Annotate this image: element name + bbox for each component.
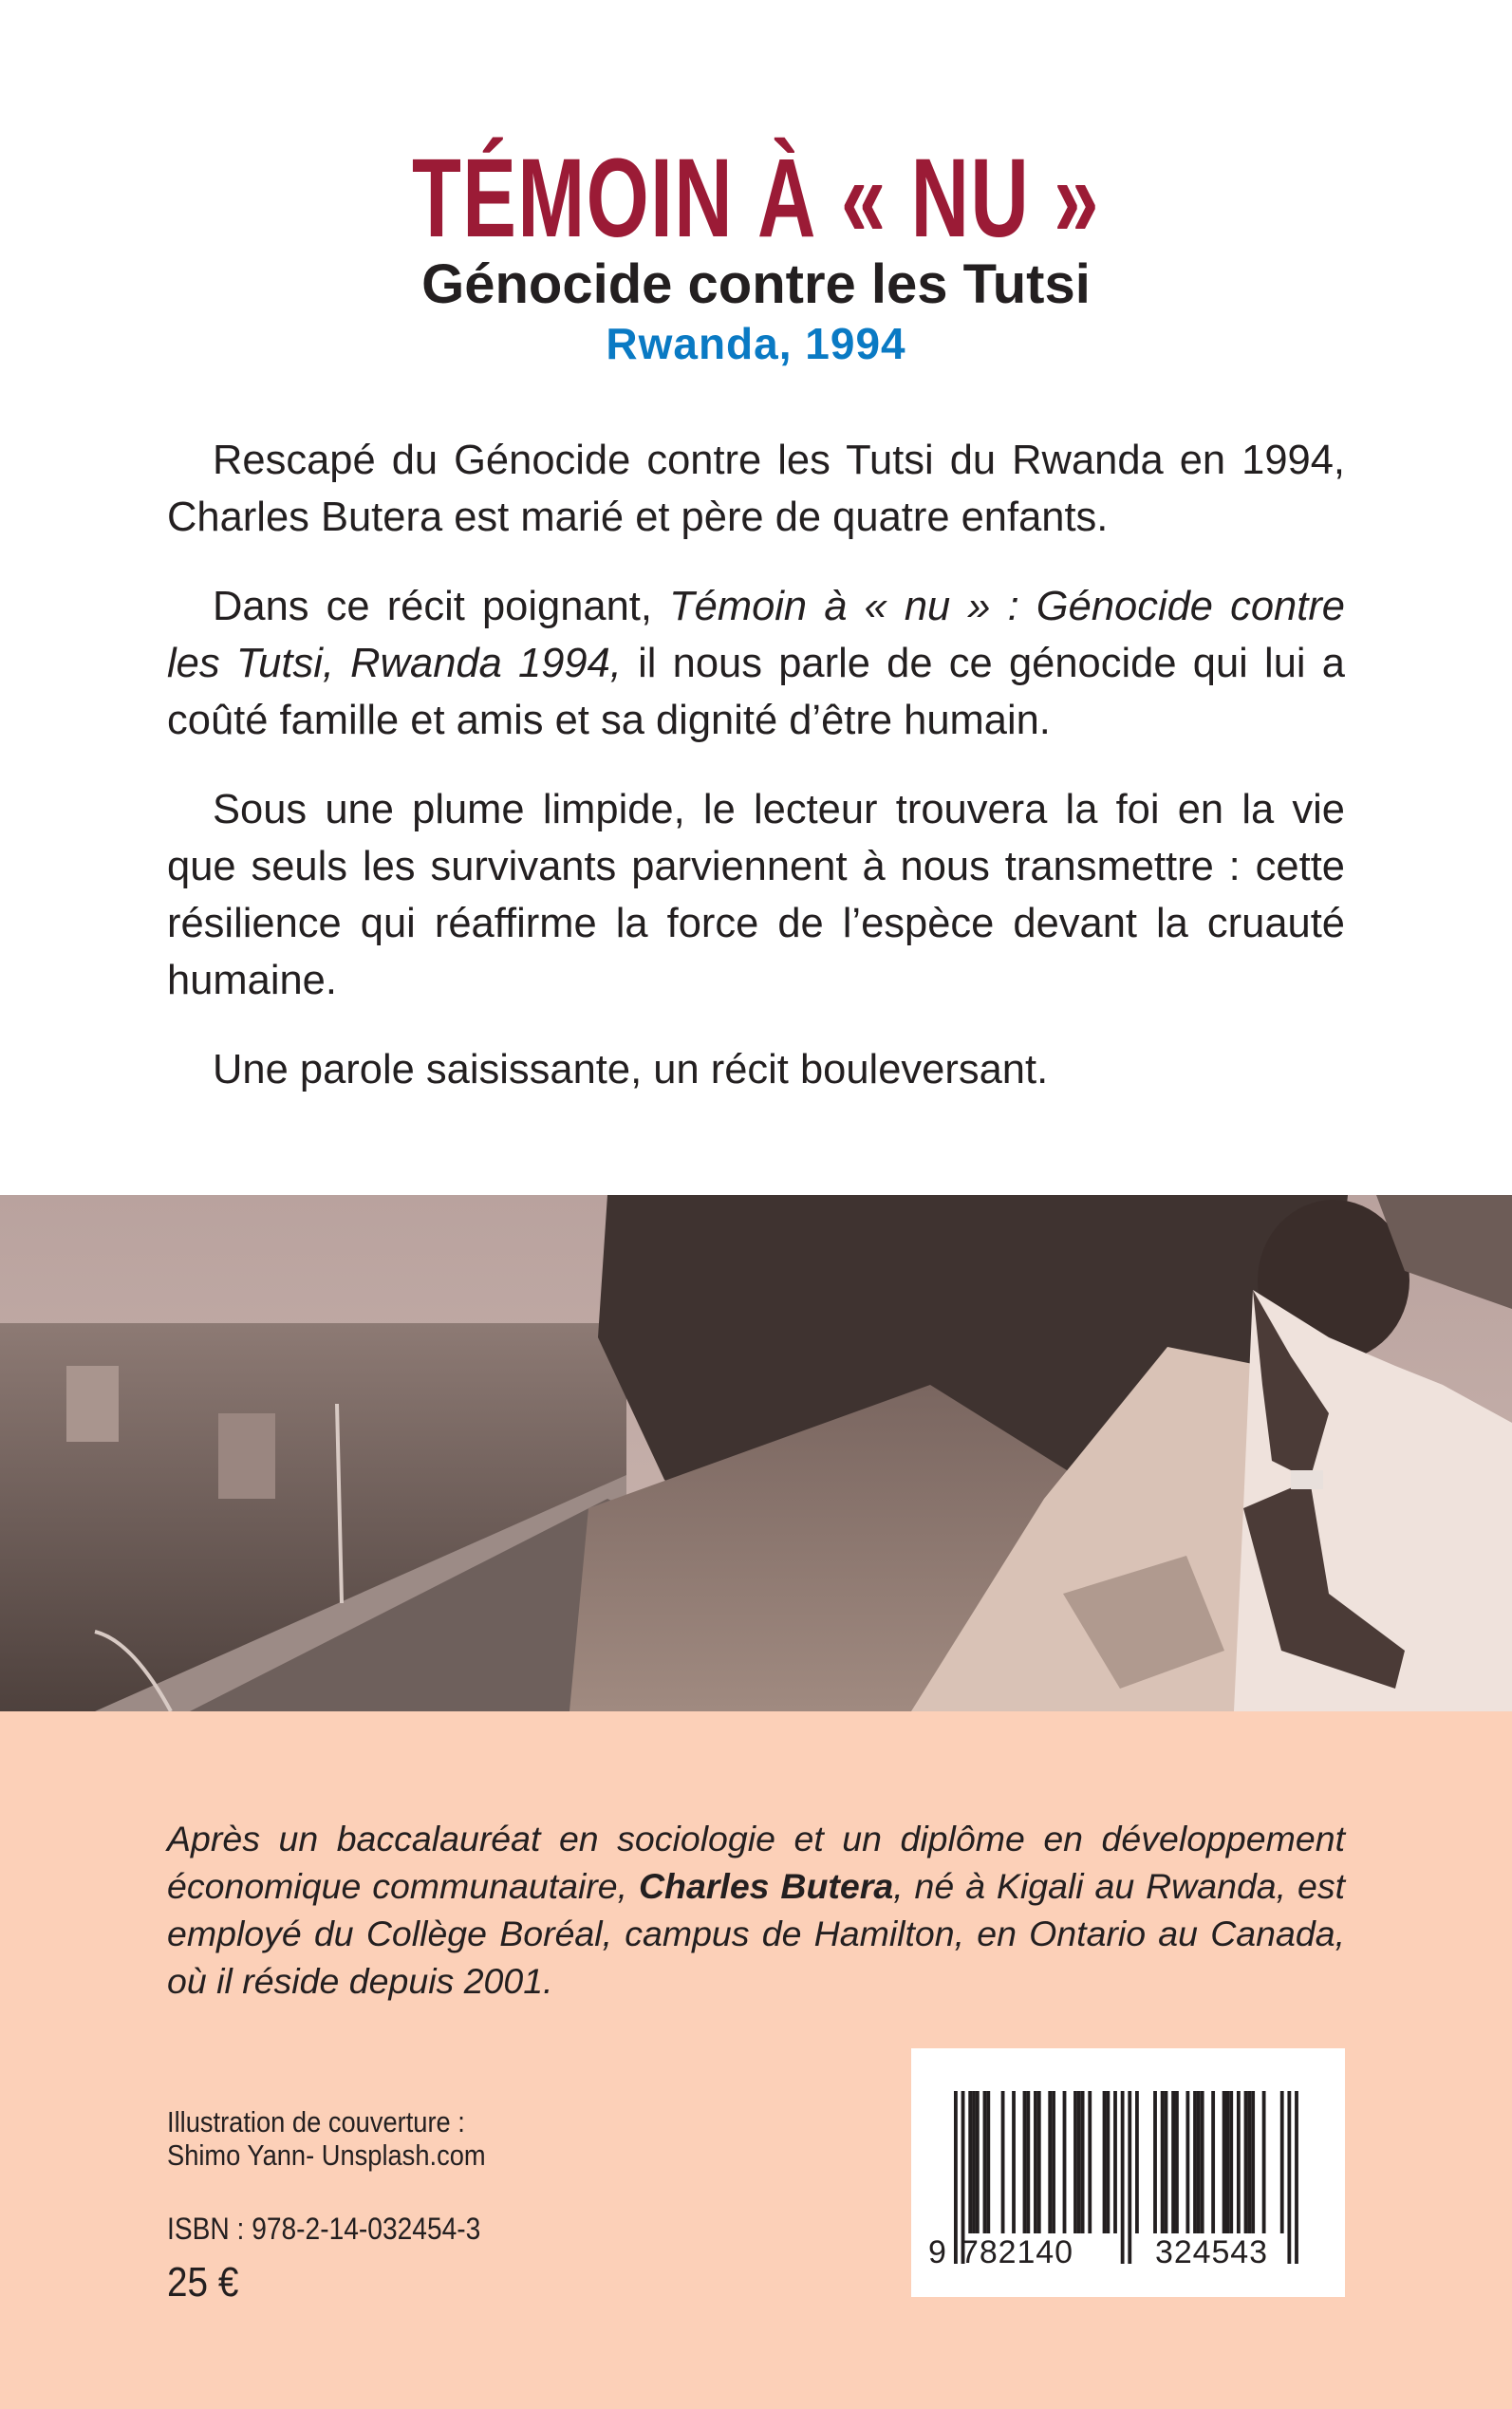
- barcode-bar: [1197, 2091, 1201, 2233]
- barcode-bar: [976, 2091, 980, 2233]
- barcode: [911, 2048, 1345, 2297]
- barcode-bar: [1023, 2091, 1027, 2233]
- barcode-bar: [1161, 2091, 1165, 2233]
- barcode-bar: [986, 2091, 990, 2233]
- blurb-title-italic: Témoin à « nu » : Génocide contre les Tutsi, Rwanda 1994,: [167, 584, 1345, 686]
- cover-photo: [0, 1195, 1512, 1711]
- barcode-bar: [983, 2091, 987, 2233]
- author-bio: [167, 1815, 1345, 2005]
- book-subtitle: Génocide contre les Tutsi: [421, 253, 1091, 315]
- book-place-year: Rwanda, 1994: [606, 319, 906, 368]
- barcode-bar: [1034, 2091, 1037, 2233]
- barcode-bar: [972, 2091, 976, 2233]
- barcode-bar: [1287, 2091, 1291, 2264]
- barcode-right-digits: 324543: [1155, 2234, 1267, 2270]
- barcode-bar: [1211, 2091, 1215, 2233]
- author-name: Charles Butera: [638, 1866, 894, 1906]
- barcode-bar: [1262, 2091, 1266, 2233]
- price: 25 €: [167, 2259, 239, 2306]
- barcode-left-digits: 782140: [961, 2234, 1073, 2270]
- barcode-bar: [1073, 2091, 1077, 2233]
- barcode-bar: [1295, 2091, 1298, 2264]
- barcode-bar: [1077, 2091, 1081, 2233]
- barcode-bar: [1081, 2091, 1085, 2233]
- cover-credits: [167, 2105, 486, 2172]
- blurb: [167, 432, 1345, 1130]
- barcode-bar: [1001, 2091, 1005, 2233]
- isbn: ISBN : 978-2-14-032454-3: [167, 2212, 481, 2246]
- barcode-bar: [954, 2091, 958, 2264]
- barcode-bar: [1193, 2091, 1197, 2233]
- blurb-paragraph-4: Une parole saisissante, un récit bouleversant.: [213, 1047, 1049, 1092]
- blurb-text: il nous parle de ce génocide qui lui a coûté famille et amis et sa dignité d’être humain.: [167, 641, 1345, 743]
- barcode-bar: [1106, 2091, 1110, 2233]
- barcode-bar: [1052, 2091, 1055, 2233]
- barcode-bar: [1280, 2091, 1284, 2233]
- barcode-bar: [1244, 2091, 1248, 2233]
- barcode-box: [911, 2048, 1345, 2297]
- book-title-text: TÉMOIN À « NU »: [412, 136, 1100, 261]
- barcode-bar: [1165, 2091, 1168, 2233]
- bio-text: Après un baccalauréat en sociologie et un diplôme en développement économique communautaire,: [167, 1819, 1345, 1906]
- blurb-paragraph-3: Sous une plume limpide, le lecteur trouvera la foi en la vie que seuls les survivants parviennent à nous transmettre : cette résilience qui réaffirme la force de l’espèce devant la cruauté humaine.: [167, 787, 1345, 1003]
- barcode-bar: [1088, 2091, 1092, 2233]
- barcode-bar: [1247, 2091, 1251, 2233]
- barcode-bar: [1237, 2091, 1241, 2233]
- barcode-bar: [1012, 2091, 1016, 2233]
- credits-source: Shimo Yann- Unsplash.com: [167, 2138, 486, 2172]
- barcode-bar: [1229, 2091, 1233, 2233]
- blurb-paragraph-2: [167, 578, 1345, 749]
- barcode-bar: [1063, 2091, 1067, 2233]
- barcode-bar: [1251, 2091, 1255, 2233]
- barcode-bar: [1048, 2091, 1052, 2233]
- barcode-first-digit: 9: [928, 2234, 946, 2270]
- barcode-bar: [1223, 2091, 1226, 2233]
- barcode-bar: [1037, 2091, 1041, 2233]
- barcode-bar: [1026, 2091, 1030, 2233]
- barcode-bar: [1135, 2091, 1139, 2233]
- barcode-bar: [1171, 2091, 1175, 2233]
- blurb-paragraph-1: Rescapé du Génocide contre les Tutsi du Rwanda en 1994, Charles Butera est marié et père de quatre enfants.: [167, 438, 1345, 540]
- barcode-bar: [1153, 2091, 1157, 2233]
- barcode-bar: [1175, 2091, 1179, 2233]
- barcode-bar: [1113, 2091, 1117, 2233]
- barcode-bar: [968, 2091, 972, 2233]
- barcode-bar: [1103, 2091, 1107, 2233]
- barcode-bar: [1128, 2091, 1131, 2264]
- bio-text: , né à Kigali au Rwanda, est employé du Collège Boréal, campus de Hamilton, en Ontario au Canada, où il réside depuis 2001.: [167, 1866, 1345, 2001]
- barcode-bar: [1201, 2091, 1204, 2233]
- book-title: [0, 136, 1512, 261]
- blurb-text: Dans ce récit poignant,: [213, 584, 670, 629]
- barcode-bar: [1226, 2091, 1230, 2233]
- credits-label: Illustration de couverture :: [167, 2105, 465, 2138]
- barcode-bar: [1121, 2091, 1125, 2264]
- barcode-bar: [1185, 2091, 1189, 2233]
